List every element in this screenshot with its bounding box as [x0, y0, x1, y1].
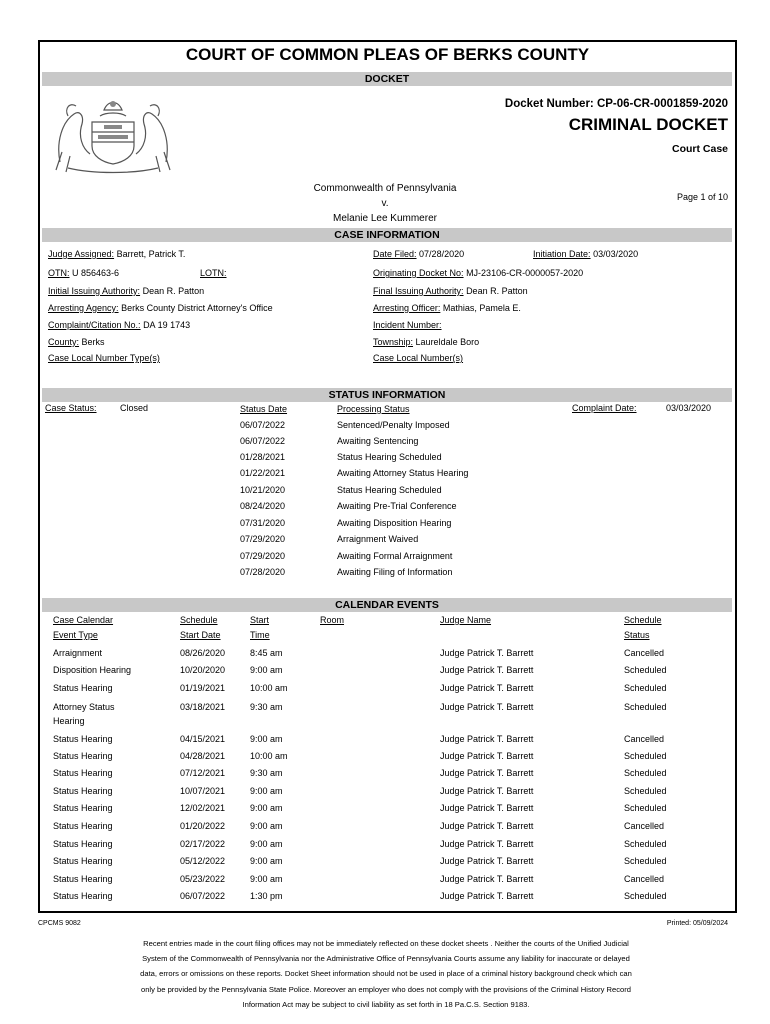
case-local-number-type: Case Local Number Type(s) — [48, 353, 160, 363]
start-time: 9:00 am — [250, 803, 283, 813]
start-time: 9:30 am — [250, 702, 283, 712]
status-date: 07/31/2020 — [240, 518, 286, 528]
disclaimer-line: Information Act may be subject to civil liability as set forth in 18 Pa.C.S. Section 9183. — [242, 999, 530, 1009]
value: MJ-23106-CR-0000057-2020 — [466, 268, 584, 278]
judge-name: Judge Patrick T. Barrett — [440, 768, 534, 778]
case-information-bar: CASE INFORMATION — [42, 228, 732, 242]
start-date: 03/18/2021 — [180, 702, 226, 712]
event-type: Status Hearing — [53, 768, 113, 778]
disclaimer-line: data, errors or omissions on these reports. Docket Sheet information should not be used in place of a criminal history background check which can — [140, 969, 632, 979]
schedule-status: Scheduled — [624, 665, 667, 675]
label: Arresting Agency: — [48, 303, 119, 313]
arresting-agency — [48, 303, 273, 313]
event-type: Status Hearing — [53, 803, 113, 813]
status-date: 07/28/2020 — [240, 567, 286, 577]
label: Final Issuing Authority: — [373, 286, 464, 296]
start-time: 9:00 am — [250, 734, 283, 744]
judge-name: Judge Patrick T. Barrett — [440, 856, 534, 866]
start-time: 9:00 am — [250, 665, 283, 675]
judge-name: Judge Patrick T. Barrett — [440, 821, 534, 831]
event-type: Status Hearing — [53, 839, 113, 849]
col-event-type-1: Case Calendar — [53, 615, 114, 625]
final-issuing-authority — [373, 286, 528, 296]
schedule-status: Scheduled — [624, 786, 667, 796]
docket-type: CRIMINAL DOCKET — [568, 115, 728, 134]
event-type: Arraignment — [53, 648, 103, 658]
status-date: 01/28/2021 — [240, 452, 286, 462]
start-time: 1:30 pm — [250, 891, 283, 901]
value: Dean R. Patton — [142, 286, 205, 296]
start-date: 07/12/2021 — [180, 768, 226, 778]
start-date: 01/19/2021 — [180, 683, 226, 693]
page-number: Page 1 of 10 — [676, 192, 728, 202]
schedule-status: Cancelled — [624, 734, 665, 744]
start-time: 10:00 am — [250, 751, 288, 761]
start-time: 8:45 am — [250, 648, 283, 658]
event-type: Status Hearing — [53, 683, 113, 693]
processing-status: Awaiting Filing of Information — [337, 567, 453, 577]
initiation-date — [533, 249, 638, 259]
value: Laureldale Boro — [415, 337, 480, 347]
start-date: 08/26/2020 — [180, 648, 226, 658]
disclaimer-line: only be provided by the Pennsylvania State Police. Moreover an employer who does not comply with the provisions of the Criminal History Record — [140, 984, 632, 994]
judge-name: Judge Patrick T. Barrett — [440, 874, 534, 884]
judge-name: Judge Patrick T. Barrett — [440, 665, 534, 675]
value: Dean R. Patton — [466, 286, 528, 296]
event-type: Status Hearing — [53, 874, 113, 884]
judge-name: Judge Patrick T. Barrett — [440, 803, 534, 813]
judge-name: Judge Patrick T. Barrett — [440, 702, 534, 712]
col-judge: Judge Name — [440, 615, 492, 625]
schedule-status: Cancelled — [624, 648, 665, 658]
label: Complaint/Citation No.: — [48, 320, 141, 330]
schedule-status: Scheduled — [624, 768, 667, 778]
status-date: 06/07/2022 — [240, 436, 286, 446]
date-filed — [373, 249, 464, 259]
processing-status: Awaiting Sentencing — [337, 436, 419, 446]
docket-number: Docket Number: CP-06-CR-0001859-2020 — [504, 98, 728, 110]
label: Initial Issuing Authority: — [48, 286, 141, 296]
judge-name: Judge Patrick T. Barrett — [440, 891, 534, 901]
status-date: 06/07/2022 — [240, 420, 286, 430]
col-start-2: Time — [250, 630, 270, 640]
judge-assigned — [48, 249, 185, 259]
status-date: 07/29/2020 — [240, 534, 286, 544]
col-schedule-2: Start Date — [180, 630, 221, 640]
start-time: 9:00 am — [250, 839, 283, 849]
pennsylvania-coat-of-arms-icon — [48, 92, 178, 174]
processing-status: Arraignment Waived — [337, 534, 419, 544]
start-time: 9:00 am — [250, 821, 283, 831]
start-date: 12/02/2021 — [180, 803, 226, 813]
processing-status: Awaiting Disposition Hearing — [337, 518, 452, 528]
event-type: Status Hearing — [53, 856, 113, 866]
col-status-1: Schedule — [624, 615, 662, 625]
processing-status: Awaiting Formal Arraignment — [337, 551, 453, 561]
value: 07/28/2020 — [419, 249, 465, 259]
otn — [48, 268, 119, 278]
processing-status: Awaiting Pre-Trial Conference — [337, 501, 457, 511]
start-date: 05/23/2022 — [180, 874, 226, 884]
start-time: 9:00 am — [250, 874, 283, 884]
complaint-date-value: 03/03/2020 — [666, 403, 712, 413]
incident-number: Incident Number: — [373, 320, 442, 330]
event-type: Status Hearing — [53, 786, 113, 796]
label: Arresting Officer: — [373, 303, 441, 313]
value: Mathias, Pamela E. — [442, 303, 521, 313]
start-date: 01/20/2022 — [180, 821, 226, 831]
complaint-date-label: Complaint Date: — [572, 403, 637, 413]
township — [373, 337, 479, 347]
start-date: 04/28/2021 — [180, 751, 226, 761]
event-type: Status Hearing — [53, 734, 113, 744]
judge-name: Judge Patrick T. Barrett — [440, 839, 534, 849]
value: DA 19 1743 — [143, 320, 191, 330]
calendar-events-bar: CALENDAR EVENTS — [42, 598, 732, 612]
start-date: 10/07/2021 — [180, 786, 226, 796]
start-time: 9:30 am — [250, 768, 283, 778]
court-title: COURT OF COMMON PLEAS OF BERKS COUNTY — [185, 45, 590, 64]
schedule-status: Scheduled — [624, 751, 667, 761]
start-time: 9:00 am — [250, 786, 283, 796]
label: County: — [48, 337, 80, 347]
processing-status: Awaiting Attorney Status Hearing — [337, 468, 469, 478]
status-information-bar: STATUS INFORMATION — [42, 388, 732, 402]
event-type: Attorney Status — [53, 702, 115, 712]
event-type-continued: Hearing — [53, 716, 85, 726]
start-date: 04/15/2021 — [180, 734, 226, 744]
complaint-citation — [48, 320, 190, 330]
start-date: 06/07/2022 — [180, 891, 226, 901]
start-time: 10:00 am — [250, 683, 288, 693]
form-id: CPCMS 9082 — [38, 920, 81, 927]
initial-issuing-authority — [48, 286, 204, 296]
label: Judge Assigned: — [48, 249, 115, 259]
label: Initiation Date: — [533, 249, 591, 259]
disclaimer-line: System of the Commonwealth of Pennsylvania nor the Administrative Office of Pennsylvania Courts assume any liability for inaccurate or delayed — [142, 954, 630, 964]
label: Case Status: — [45, 403, 97, 413]
status-date: 08/24/2020 — [240, 501, 286, 511]
judge-name: Judge Patrick T. Barrett — [440, 734, 534, 744]
processing-status: Status Hearing Scheduled — [337, 452, 442, 462]
value: Berks County District Attorney's Office — [121, 303, 273, 313]
processing-status: Status Hearing Scheduled — [337, 485, 442, 495]
value: Barrett, Patrick T. — [116, 249, 186, 259]
status-date: 07/29/2020 — [240, 551, 286, 561]
label: OTN: — [48, 268, 70, 278]
judge-name: Judge Patrick T. Barrett — [440, 786, 534, 796]
processing-status-header: Processing Status — [337, 404, 410, 414]
arresting-officer — [373, 303, 521, 313]
schedule-status: Scheduled — [624, 839, 667, 849]
case-type: Court Case — [671, 143, 728, 155]
schedule-status: Scheduled — [624, 683, 667, 693]
docket-bar: DOCKET — [42, 72, 732, 86]
schedule-status: Scheduled — [624, 803, 667, 813]
judge-name: Judge Patrick T. Barrett — [440, 751, 534, 761]
disclaimer-line: Recent entries made in the court filing offices may not be immediately reflected on these docket sheets . Neither the courts of the Unified Judicial — [143, 939, 629, 948]
judge-name: Judge Patrick T. Barrett — [440, 648, 534, 658]
col-status-2: Status — [624, 630, 650, 640]
status-date: 10/21/2020 — [240, 485, 286, 495]
label: Township: — [373, 337, 414, 347]
value: U 856463-6 — [72, 268, 120, 278]
caption-versus: v. — [381, 198, 389, 209]
start-date: 05/12/2022 — [180, 856, 226, 866]
status-date: 01/22/2021 — [240, 468, 286, 478]
event-type: Status Hearing — [53, 751, 113, 761]
case-status — [45, 403, 97, 413]
col-event-type-2: Event Type — [53, 630, 98, 640]
schedule-status: Scheduled — [624, 702, 667, 712]
start-time: 9:00 am — [250, 856, 283, 866]
value: Berks — [81, 337, 105, 347]
status-date-header: Status Date — [240, 404, 288, 414]
disclaimer — [80, 936, 692, 1012]
col-schedule-1: Schedule — [180, 615, 218, 625]
county — [48, 337, 105, 347]
schedule-status: Cancelled — [624, 874, 665, 884]
event-type: Disposition Hearing — [53, 665, 132, 675]
start-date: 02/17/2022 — [180, 839, 226, 849]
printed-date: Printed: 05/09/2024 — [666, 920, 728, 927]
caption-plaintiff: Commonwealth of Pennsylvania — [313, 183, 457, 194]
event-type: Status Hearing — [53, 821, 113, 831]
judge-name: Judge Patrick T. Barrett — [440, 683, 534, 693]
schedule-status: Scheduled — [624, 856, 667, 866]
caption-defendant: Melanie Lee Kummerer — [333, 213, 437, 224]
label: Originating Docket No: — [373, 268, 464, 278]
start-date: 10/20/2020 — [180, 665, 226, 675]
event-type: Status Hearing — [53, 891, 113, 901]
value: 03/03/2020 — [593, 249, 639, 259]
label: Date Filed: — [373, 249, 417, 259]
schedule-status: Cancelled — [624, 821, 665, 831]
processing-status: Sentenced/Penalty Imposed — [337, 420, 450, 430]
lotn: LOTN: — [200, 268, 227, 278]
case-status-value: Closed — [120, 403, 149, 413]
schedule-status: Scheduled — [624, 891, 667, 901]
originating-docket — [373, 268, 583, 278]
col-start-1: Start — [250, 615, 270, 625]
case-local-number: Case Local Number(s) — [373, 353, 464, 363]
col-room: Room — [320, 615, 345, 625]
